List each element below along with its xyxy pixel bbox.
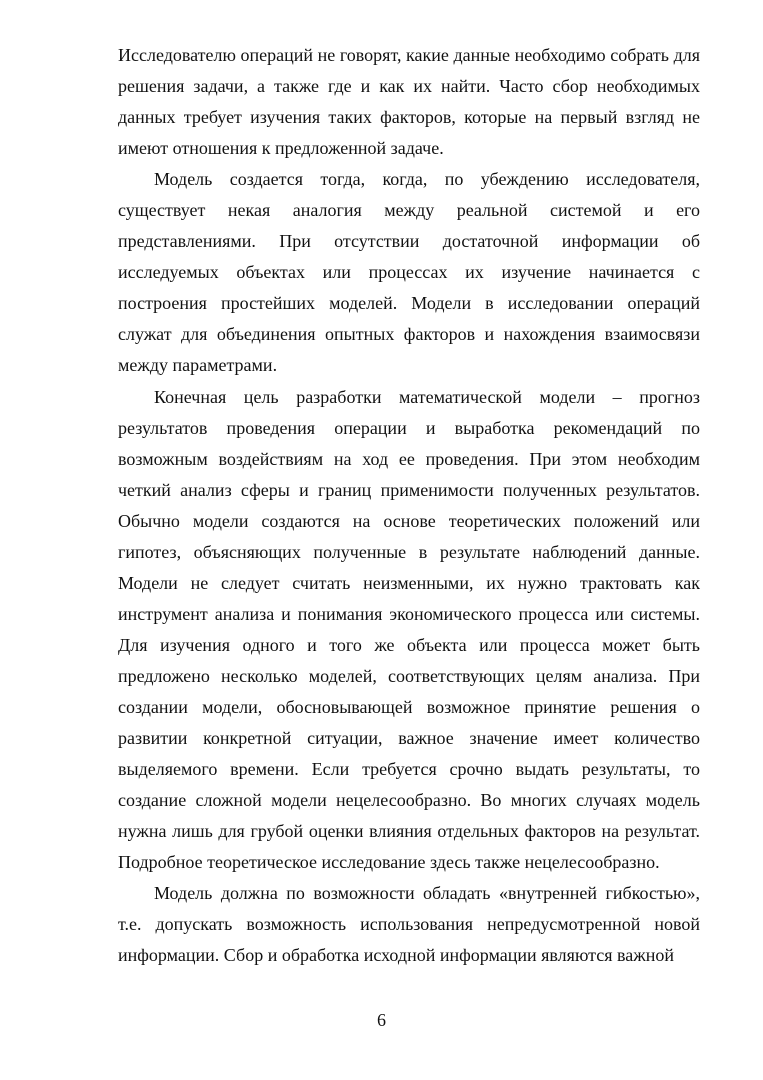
paragraph-4: Модель должна по возможности обладать «внутренней гибкостью», т.е. допускать возможность использования непредусмотренной новой информации. Сбор и обработка исходной информации являются важной: [118, 883, 700, 966]
paragraph-2: Модель создается тогда, когда, по убеждению исследователя, существует некая аналогия между реальной системой и его представлениями. При отсутствии достаточной информации об исследуемых объектах или процессах их изучение начинается с построения простейших моделей. Модели в исследовании операций служат для объединения опытных факторов и нахождения взаимосвязи между параметрами.: [118, 169, 700, 376]
paragraph-1: Исследователю операций не говорят, какие данные необходимо собрать для решения задачи, а также где и как их найти. Часто сбор необходимых данных требует изучения таких факторов, которые на первый взгляд не имеют отношения к предложенной задаче.: [118, 45, 700, 159]
page-number: 6: [377, 1010, 386, 1030]
paragraph-3: Конечная цель разработки математической модели – прогноз результатов проведения операции и выработка рекомендаций по возможным воздействиям на ход ее проведения. При этом необходим четкий анализ сферы и границ применимости полученных результатов. Обычно модели создаются на основе теоретических положений или гипотез, объясняющих полученные в результате наблюдений данные. Модели не следует считать неизменными, их нужно трактовать как инструмент анализа и понимания экономического процесса или системы. Для изучения одного и того же объекта или процесса может быть предложено несколько моделей, соответствующих целям анализа. При создании модели, обосновывающей возможное принятие решения о развитии конкретной ситуации, важное значение имеет количество выделяемого времени. Если требуется срочно выдать результаты, то создание сложной модели нецелесообразно. Во многих случаях модель нужна лишь для грубой оценки влияния отдельных факторов на результат. Подробное теоретическое исследование здесь также нецелесообразно.: [118, 386, 700, 873]
body-text: [118, 40, 700, 971]
